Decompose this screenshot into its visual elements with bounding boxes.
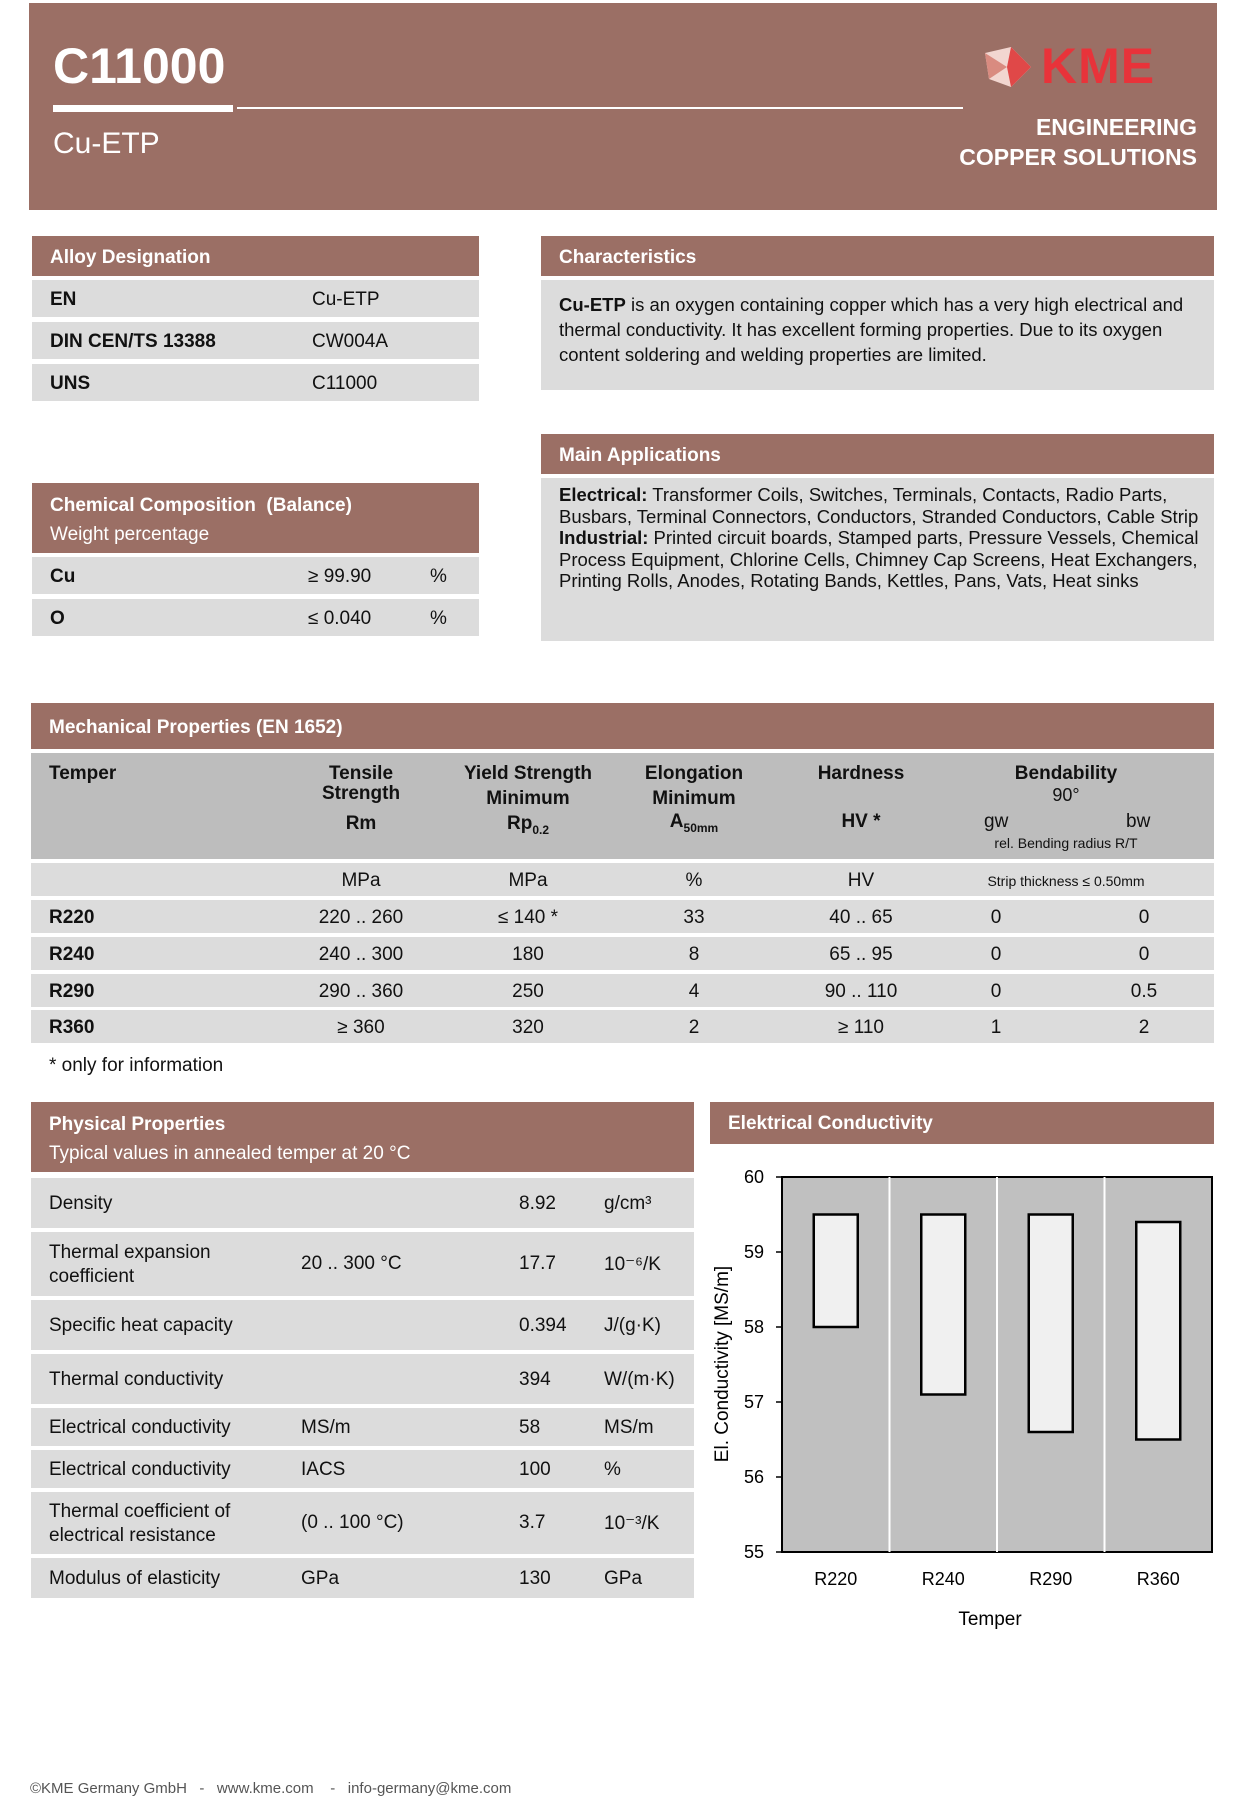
chart-header (710, 1102, 1214, 1144)
col-yield-line2: Minimum (486, 788, 570, 809)
characteristics-header (541, 236, 1214, 276)
property-value: 58 (519, 1417, 541, 1438)
bw-cell: 0 (1138, 944, 1150, 965)
designation-row (32, 322, 479, 359)
title-underline-thin (237, 107, 963, 109)
hardness-cell: 90 .. 110 (824, 981, 898, 1002)
col-bend-angle: 90° (1052, 785, 1080, 805)
y-tick-label: 59 (743, 1242, 764, 1262)
property-value: 394 (519, 1369, 551, 1390)
elong-symbol-text: A (669, 811, 684, 832)
unit-bendability: Strip thickness ≤ 0.50mm (987, 873, 1145, 889)
property-label: Thermal coefficient of electrical resistance (49, 1501, 231, 1546)
col-tensile-line2: Strength (321, 783, 401, 804)
designation-value: Cu-ETP (312, 289, 380, 310)
col-hardness-symbol: HV * (841, 811, 881, 832)
conductivity-chart (700, 1160, 1224, 1640)
mechanical-row (31, 900, 1214, 933)
characteristics-description: is an oxygen containing copper which has a very high electrical and thermal conductivity. It has excellent forming properties. Due to its oxygen content soldering and welding properties are limited. (559, 294, 1184, 365)
property-label: Thermal conductivity (49, 1369, 224, 1390)
yield-symbol-text: Rp (506, 813, 533, 834)
property-unit: % (604, 1459, 621, 1480)
characteristics-body (541, 280, 1214, 390)
industrial-applications (559, 527, 1204, 592)
elongation-cell: 33 (683, 907, 705, 928)
property-label: Specific heat capacity (49, 1315, 233, 1336)
yield-cell: ≤ 140 * (497, 907, 559, 928)
property-unit: GPa (604, 1568, 643, 1589)
col-tensile-symbol: Rm (345, 813, 377, 834)
y-tick-label: 58 (743, 1317, 764, 1337)
characteristics-text (559, 292, 1204, 367)
col-hardness: Hardness (817, 763, 905, 784)
elongation-cell: 2 (688, 1017, 700, 1038)
electrical-label: Electrical: (559, 484, 648, 505)
tensile-cell: 290 .. 360 (318, 981, 404, 1002)
property-unit: J/(g·K) (604, 1315, 661, 1336)
property-unit: 10⁻³/K (604, 1513, 660, 1534)
characteristics-lead: Cu-ETP (559, 294, 626, 315)
gw-cell: 0 (990, 981, 1002, 1002)
tensile-cell: 240 .. 300 (318, 944, 404, 965)
characteristics-section (541, 236, 1214, 390)
property-condition: MS/m (301, 1417, 351, 1438)
unit-elongation: % (685, 870, 703, 891)
y-tick-label: 60 (743, 1167, 764, 1187)
property-condition: GPa (301, 1568, 340, 1589)
kme-logo (981, 38, 1196, 94)
footer-text: ©KME Germany GmbH - www.kme.com - info-germany@kme.com (30, 1780, 512, 1797)
composition-value: ≥ 99.90 (308, 566, 372, 587)
property-value: 0.394 (519, 1315, 567, 1336)
mechanical-row (31, 937, 1214, 970)
property-unit: W/(m·K) (604, 1369, 675, 1390)
applications-text (559, 484, 1204, 592)
main-applications-header (541, 434, 1214, 474)
tagline-copper-solutions: COPPER SOLUTIONS (959, 144, 1197, 170)
gw-cell: 0 (990, 944, 1002, 965)
mechanical-row (31, 974, 1214, 1007)
y-tick-label: 56 (743, 1467, 764, 1487)
physical-row (31, 1178, 694, 1228)
temper-cell: R220 (49, 907, 95, 928)
physical-subtitle: Typical values in annealed temper at 20 °C (49, 1143, 411, 1164)
hardness-cell: 65 .. 95 (829, 944, 893, 965)
property-label: Electrical conductivity (49, 1459, 231, 1480)
alloy-code: C11000 (53, 38, 226, 94)
col-bendability: Bendability (1014, 763, 1118, 784)
main-applications-section (541, 434, 1214, 641)
mechanical-footnote: * only for information (49, 1055, 224, 1076)
main-applications-title: Main Applications (559, 445, 721, 466)
alloy-designation-header (32, 236, 479, 276)
composition-row (32, 557, 479, 594)
chemical-composition-subtitle: Weight percentage (50, 524, 210, 545)
conductivity-range-bar (1029, 1215, 1073, 1433)
chart-y-axis-label: El. Conductivity [MS/m] (712, 1265, 733, 1463)
hardness-cell: ≥ 110 (838, 1017, 884, 1038)
y-tick-label: 55 (743, 1542, 764, 1562)
alloy-designation-section (32, 236, 479, 404)
property-label: Density (49, 1193, 113, 1214)
property-value: 8.92 (519, 1193, 556, 1214)
bw-cell: 0 (1138, 907, 1150, 928)
physical-title: Physical Properties (49, 1114, 226, 1135)
col-tensile-line1: Tensile (328, 763, 394, 784)
property-unit: g/cm³ (604, 1193, 652, 1214)
mechanical-properties-section (31, 703, 1214, 1043)
col-bend-note: rel. Bending radius R/T (994, 835, 1138, 851)
characteristics-title: Characteristics (559, 247, 697, 268)
unit-hardness: HV (847, 870, 875, 891)
unit-yield: MPa (508, 870, 548, 891)
physical-row (31, 1408, 694, 1446)
composition-unit: % (430, 566, 447, 587)
col-temper: Temper (49, 763, 117, 784)
tensile-cell: 220 .. 260 (318, 907, 404, 928)
designation-row (32, 364, 479, 401)
property-value: 3.7 (519, 1512, 546, 1533)
yield-symbol-sub: 0.2 (532, 822, 549, 837)
property-condition: IACS (301, 1459, 346, 1480)
main-applications-body (541, 478, 1214, 641)
title-underline-thick (53, 105, 233, 112)
header-band (29, 3, 1217, 210)
property-unit: 10⁻⁶/K (604, 1254, 661, 1275)
designation-value: C11000 (312, 373, 378, 394)
composition-element: O (50, 608, 65, 629)
mechanical-header (31, 703, 1214, 749)
col-yield-symbol (448, 813, 608, 837)
col-bend-gw: gw (984, 811, 1009, 832)
composition-row (32, 599, 479, 636)
conductivity-range-bar (1136, 1222, 1180, 1440)
physical-row (31, 1354, 694, 1404)
col-yield-line1: Yield Strength (463, 763, 593, 784)
yield-cell: 320 (512, 1017, 544, 1038)
physical-row (31, 1558, 694, 1598)
elong-symbol-sub: 50mm (683, 820, 719, 835)
property-condition: 20 .. 300 °C (301, 1253, 402, 1274)
gw-cell: 0 (990, 907, 1002, 928)
physical-row (31, 1492, 694, 1554)
industrial-text: Printed circuit boards, Stamped parts, Pressure Vessels, Chemical Process Equipment, Chlorine Cells, Chimney Cap Screens, Heat Exchangers, Printing Rolls, Anodes, Rotating Bands, Kettles, Pans, Vats, Heat sinks (559, 527, 1199, 591)
yield-cell: 180 (512, 944, 544, 965)
x-tick-label: R360 (1136, 1569, 1180, 1589)
elongation-cell: 8 (688, 944, 700, 965)
property-label: Modulus of elasticity (49, 1568, 221, 1589)
bw-cell: 2 (1138, 1017, 1150, 1038)
col-elongation-line2: Minimum (652, 788, 736, 809)
yield-cell: 250 (512, 981, 544, 1002)
designation-row (32, 280, 479, 317)
temper-cell: R240 (49, 944, 95, 965)
mechanical-column-headers (31, 753, 1214, 859)
tensile-cell: ≥ 360 (337, 1017, 385, 1038)
chemical-composition-title: Chemical Composition (Balance) (50, 495, 352, 516)
hardness-cell: 40 .. 65 (829, 907, 893, 928)
bw-cell: 0.5 (1130, 981, 1158, 1002)
property-value: 130 (519, 1568, 551, 1589)
x-tick-label: R290 (1029, 1569, 1073, 1589)
tagline-engineering: ENGINEERING (1035, 114, 1197, 140)
temper-cell: R360 (49, 1017, 95, 1038)
y-tick-label: 57 (743, 1392, 764, 1412)
property-condition: (0 .. 100 °C) (301, 1512, 404, 1533)
designation-value: CW004A (312, 331, 389, 352)
alloy-designation-title: Alloy Designation (50, 247, 211, 268)
designation-label: EN (50, 289, 77, 310)
conductivity-range-bar (921, 1215, 965, 1395)
col-bend-bw: bw (1126, 811, 1151, 832)
x-tick-label: R240 (921, 1569, 965, 1589)
temper-cell: R290 (49, 981, 95, 1002)
mechanical-row (31, 1010, 1214, 1043)
chemical-composition-section (32, 483, 479, 638)
property-value: 17.7 (519, 1253, 556, 1274)
physical-row (31, 1300, 694, 1350)
chemical-composition-header (32, 483, 479, 553)
physical-row (31, 1232, 694, 1296)
conductivity-range-bar (814, 1215, 858, 1328)
elongation-cell: 4 (688, 981, 700, 1002)
property-value: 100 (519, 1459, 551, 1480)
property-label: Electrical conductivity (49, 1417, 231, 1438)
composition-value: ≤ 0.040 (308, 608, 372, 629)
physical-row (31, 1450, 694, 1488)
x-tick-label: R220 (814, 1569, 858, 1589)
gw-cell: 1 (990, 1017, 1002, 1038)
chart-title: Elektrical Conductivity (728, 1113, 933, 1134)
mechanical-units-row (31, 863, 1214, 896)
col-elongation-line1: Elongation (644, 763, 744, 784)
kme-logo-mark-icon (981, 45, 1033, 89)
industrial-label: Industrial: (559, 527, 649, 548)
col-elongation-symbol (614, 811, 774, 835)
composition-element: Cu (50, 566, 76, 587)
alloy-name: Cu-ETP (53, 127, 160, 160)
mechanical-title: Mechanical Properties (EN 1652) (49, 717, 343, 738)
property-label: Thermal expansion coefficient (49, 1242, 211, 1287)
designation-label: DIN CEN/TS 13388 (50, 331, 216, 352)
composition-unit: % (430, 608, 447, 629)
property-unit: MS/m (604, 1417, 654, 1438)
electrical-applications (559, 484, 1204, 527)
kme-logo-text: KME (1041, 38, 1156, 94)
designation-label: UNS (50, 373, 91, 394)
physical-properties-section (31, 1102, 694, 1598)
electrical-text: Transformer Coils, Switches, Terminals, Contacts, Radio Parts, Busbars, Terminal Connectors, Conductors, Stranded Conductors, Cable Strip (559, 484, 1199, 527)
physical-header (31, 1102, 694, 1172)
unit-tensile: MPa (341, 870, 381, 891)
chart-x-axis-label: Temper (958, 1609, 1022, 1630)
